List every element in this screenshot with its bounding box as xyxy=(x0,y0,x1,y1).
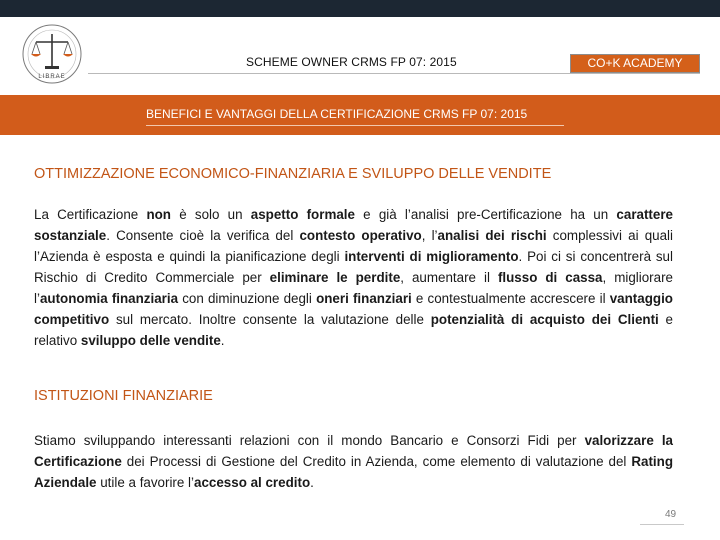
bold-text-run: carattere sostanziale xyxy=(34,207,673,243)
bold-text-run: Rating Aziendale xyxy=(34,454,673,490)
text-run: , aumentare il xyxy=(400,270,498,285)
text-run: dei Processi di Gestione del Credito in Azienda, come elemento di valutazione del xyxy=(121,454,632,469)
text-run: complessivi ai quali l’Azienda è esposta e quindi la pianificazione degli xyxy=(34,228,673,264)
banner-underline xyxy=(146,125,564,126)
bold-text-run: oneri finanziari xyxy=(316,291,412,306)
section-heading-ottimizzazione: OTTIMIZZAZIONE ECONOMICO-FINANZIARIA E SVILUPPO DELLE VENDITE xyxy=(34,166,552,182)
section-heading-istituzioni: ISTITUZIONI FINANZIARIE xyxy=(34,388,213,404)
text-run: . xyxy=(220,333,225,348)
text-run: e già l’analisi pre-Certificazione ha un xyxy=(354,207,617,222)
text-run: . Consente cioè la verifica del xyxy=(106,228,300,243)
text-run: e relativo xyxy=(34,312,674,348)
bold-text-run: contesto operativo xyxy=(299,228,422,243)
paragraph-ottimizzazione xyxy=(34,204,673,351)
text-run: La Certificazione xyxy=(34,207,147,222)
bold-text-run: interventi di miglioramento xyxy=(344,249,519,264)
header-divider xyxy=(88,73,700,74)
bold-text-run: accesso al credito xyxy=(194,475,311,490)
top-bar xyxy=(0,0,720,17)
bold-text-run: sviluppo delle vendite xyxy=(80,333,221,348)
bold-text-run: analisi dei rischi xyxy=(437,228,547,243)
text-run: Stiamo sviluppando interessanti relazioni con il mondo Bancario e Consorzi Fidi per xyxy=(34,433,585,448)
text-run: con diminuzione degli xyxy=(178,291,317,306)
bold-text-run: non xyxy=(146,207,171,222)
text-run: . xyxy=(310,475,314,490)
bold-text-run: vantaggio competitivo xyxy=(34,291,673,327)
text-run: è solo un xyxy=(171,207,251,222)
logo-text: LIBRAE xyxy=(38,74,66,80)
paragraph-istituzioni xyxy=(34,430,673,493)
section-banner xyxy=(0,95,720,135)
academy-badge: CO+K ACADEMY xyxy=(570,54,700,73)
banner-title: BENEFICI E VANTAGGI DELLA CERTIFICAZIONE CRMS FP 07: 2015 xyxy=(146,107,528,121)
bold-text-run: eliminare le perdite xyxy=(269,270,401,285)
bold-text-run: valorizzare la Certificazione xyxy=(34,433,673,469)
text-run: utile a favorire l’ xyxy=(96,475,195,490)
text-run: e contestualmente accrescere il xyxy=(411,291,610,306)
header-title: SCHEME OWNER CRMS FP 07: 2015 xyxy=(246,55,457,69)
text-run: . Poi ci si concentrerà sul Rischio di Credito Commerciale per xyxy=(34,249,673,285)
footer-divider xyxy=(640,524,684,525)
text-run: sul mercato. Inoltre consente la valutazione delle xyxy=(109,312,431,327)
bold-text-run: autonomia finanziaria xyxy=(39,291,179,306)
bold-text-run: flusso di cassa xyxy=(497,270,603,285)
text-run: , l’ xyxy=(421,228,438,243)
librae-logo xyxy=(20,22,84,86)
text-run: , migliorare l’ xyxy=(34,270,673,306)
page-number: 49 xyxy=(665,509,677,520)
bold-text-run: potenzialità di acquisto dei Clienti xyxy=(430,312,659,327)
bold-text-run: aspetto formale xyxy=(250,207,355,222)
